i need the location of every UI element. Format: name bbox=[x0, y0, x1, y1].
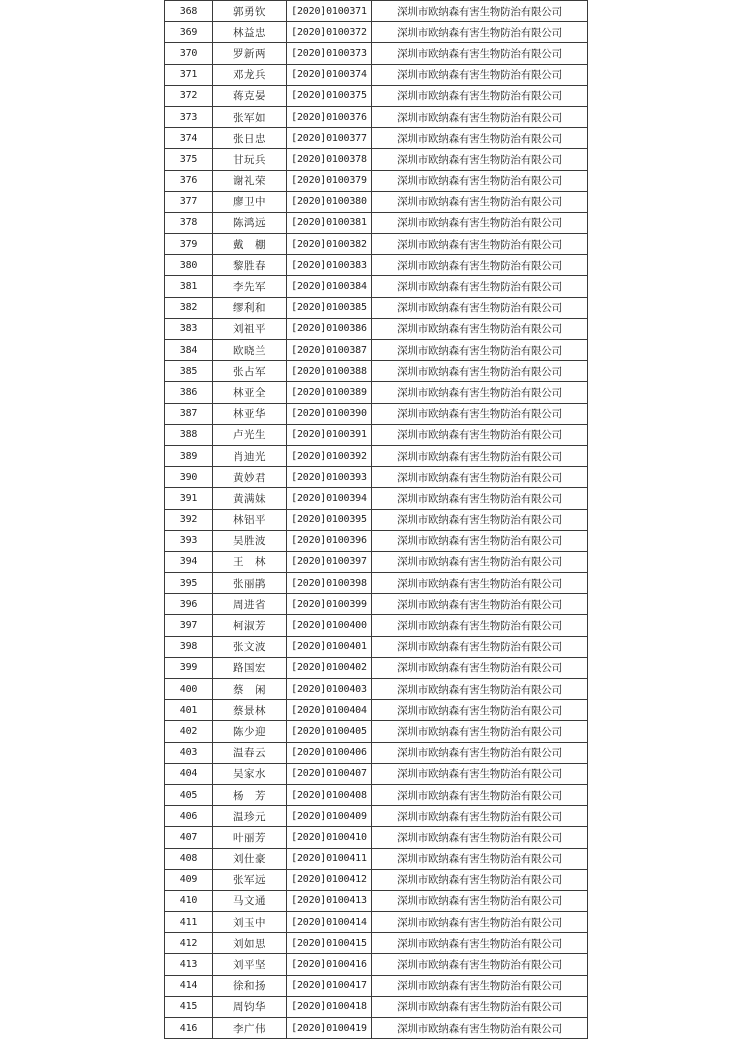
company-cell: 深圳市欧纳森有害生物防治有限公司 bbox=[372, 700, 588, 721]
name-cell: 林铝平 bbox=[213, 509, 287, 530]
company-cell: 深圳市欧纳森有害生物防治有限公司 bbox=[372, 636, 588, 657]
certificate-number-cell: [2020]0100406 bbox=[287, 742, 372, 763]
row-number-cell: 388 bbox=[165, 424, 213, 445]
company-cell: 深圳市欧纳森有害生物防治有限公司 bbox=[372, 869, 588, 890]
company-cell: 深圳市欧纳森有害生物防治有限公司 bbox=[372, 106, 588, 127]
company-cell: 深圳市欧纳森有害生物防治有限公司 bbox=[372, 551, 588, 572]
company-cell: 深圳市欧纳森有害生物防治有限公司 bbox=[372, 424, 588, 445]
table-row bbox=[165, 43, 588, 64]
company-cell: 深圳市欧纳森有害生物防治有限公司 bbox=[372, 1018, 588, 1039]
certificate-number-cell: [2020]0100371 bbox=[287, 1, 372, 22]
table-row bbox=[165, 954, 588, 975]
certificate-number-cell: [2020]0100413 bbox=[287, 890, 372, 911]
certificate-number-cell: [2020]0100376 bbox=[287, 106, 372, 127]
row-number-cell: 408 bbox=[165, 848, 213, 869]
row-number-cell: 410 bbox=[165, 890, 213, 911]
company-cell: 深圳市欧纳森有害生物防治有限公司 bbox=[372, 170, 588, 191]
company-cell: 深圳市欧纳森有害生物防治有限公司 bbox=[372, 22, 588, 43]
certificate-number-cell: [2020]0100374 bbox=[287, 64, 372, 85]
table-row bbox=[165, 848, 588, 869]
name-cell: 吴胜波 bbox=[213, 530, 287, 551]
certificate-number-cell: [2020]0100418 bbox=[287, 996, 372, 1017]
company-cell: 深圳市欧纳森有害生物防治有限公司 bbox=[372, 149, 588, 170]
table-row bbox=[165, 255, 588, 276]
company-cell: 深圳市欧纳森有害生物防治有限公司 bbox=[372, 340, 588, 361]
row-number-cell: 404 bbox=[165, 763, 213, 784]
row-number-cell: 401 bbox=[165, 700, 213, 721]
name-cell: 李先军 bbox=[213, 276, 287, 297]
table-row bbox=[165, 742, 588, 763]
row-number-cell: 381 bbox=[165, 276, 213, 297]
row-number-cell: 397 bbox=[165, 615, 213, 636]
table-row bbox=[165, 488, 588, 509]
name-cell: 罗新两 bbox=[213, 43, 287, 64]
company-cell: 深圳市欧纳森有害生物防治有限公司 bbox=[372, 64, 588, 85]
name-cell: 林亚全 bbox=[213, 382, 287, 403]
certificate-number-cell: [2020]0100396 bbox=[287, 530, 372, 551]
row-number-cell: 403 bbox=[165, 742, 213, 763]
certificate-number-cell: [2020]0100402 bbox=[287, 657, 372, 678]
name-cell: 邓龙兵 bbox=[213, 64, 287, 85]
certificate-number-cell: [2020]0100393 bbox=[287, 467, 372, 488]
name-cell: 张日忠 bbox=[213, 128, 287, 149]
name-cell: 张军远 bbox=[213, 869, 287, 890]
table-row bbox=[165, 191, 588, 212]
table-row bbox=[165, 382, 588, 403]
company-cell: 深圳市欧纳森有害生物防治有限公司 bbox=[372, 85, 588, 106]
certificate-number-cell: [2020]0100381 bbox=[287, 212, 372, 233]
row-number-cell: 383 bbox=[165, 318, 213, 339]
certificate-number-cell: [2020]0100399 bbox=[287, 594, 372, 615]
row-number-cell: 407 bbox=[165, 827, 213, 848]
name-cell: 卢光生 bbox=[213, 424, 287, 445]
table-row bbox=[165, 170, 588, 191]
name-cell: 张丽鹃 bbox=[213, 573, 287, 594]
company-cell: 深圳市欧纳森有害生物防治有限公司 bbox=[372, 890, 588, 911]
certificate-number-cell: [2020]0100407 bbox=[287, 763, 372, 784]
name-cell: 欧晓兰 bbox=[213, 340, 287, 361]
company-cell: 深圳市欧纳森有害生物防治有限公司 bbox=[372, 615, 588, 636]
company-cell: 深圳市欧纳森有害生物防治有限公司 bbox=[372, 996, 588, 1017]
company-cell: 深圳市欧纳森有害生物防治有限公司 bbox=[372, 679, 588, 700]
company-cell: 深圳市欧纳森有害生物防治有限公司 bbox=[372, 297, 588, 318]
certificate-number-cell: [2020]0100390 bbox=[287, 403, 372, 424]
table-row bbox=[165, 573, 588, 594]
row-number-cell: 405 bbox=[165, 784, 213, 805]
table-row bbox=[165, 657, 588, 678]
row-number-cell: 382 bbox=[165, 297, 213, 318]
name-cell: 缪利和 bbox=[213, 297, 287, 318]
name-cell: 柯淑芳 bbox=[213, 615, 287, 636]
certificate-number-cell: [2020]0100411 bbox=[287, 848, 372, 869]
name-cell: 林亚华 bbox=[213, 403, 287, 424]
name-cell: 蔡 闲 bbox=[213, 679, 287, 700]
name-cell: 谢礼荣 bbox=[213, 170, 287, 191]
table-row bbox=[165, 679, 588, 700]
row-number-cell: 412 bbox=[165, 933, 213, 954]
certificate-number-cell: [2020]0100389 bbox=[287, 382, 372, 403]
row-number-cell: 392 bbox=[165, 509, 213, 530]
name-cell: 陈鸿远 bbox=[213, 212, 287, 233]
certificate-number-cell: [2020]0100414 bbox=[287, 912, 372, 933]
table-row bbox=[165, 297, 588, 318]
table-row bbox=[165, 1018, 588, 1039]
certificate-number-cell: [2020]0100412 bbox=[287, 869, 372, 890]
table-row bbox=[165, 636, 588, 657]
row-number-cell: 402 bbox=[165, 721, 213, 742]
roster-table bbox=[164, 0, 588, 1039]
row-number-cell: 370 bbox=[165, 43, 213, 64]
certificate-number-cell: [2020]0100419 bbox=[287, 1018, 372, 1039]
row-number-cell: 399 bbox=[165, 657, 213, 678]
company-cell: 深圳市欧纳森有害生物防治有限公司 bbox=[372, 573, 588, 594]
certificate-number-cell: [2020]0100388 bbox=[287, 361, 372, 382]
row-number-cell: 415 bbox=[165, 996, 213, 1017]
row-number-cell: 371 bbox=[165, 64, 213, 85]
name-cell: 路国宏 bbox=[213, 657, 287, 678]
company-cell: 深圳市欧纳森有害生物防治有限公司 bbox=[372, 975, 588, 996]
certificate-number-cell: [2020]0100382 bbox=[287, 234, 372, 255]
company-cell: 深圳市欧纳森有害生物防治有限公司 bbox=[372, 912, 588, 933]
row-number-cell: 369 bbox=[165, 22, 213, 43]
table-row bbox=[165, 975, 588, 996]
certificate-number-cell: [2020]0100404 bbox=[287, 700, 372, 721]
table-row bbox=[165, 869, 588, 890]
table-row bbox=[165, 22, 588, 43]
row-number-cell: 394 bbox=[165, 551, 213, 572]
certificate-number-cell: [2020]0100417 bbox=[287, 975, 372, 996]
certificate-number-cell: [2020]0100403 bbox=[287, 679, 372, 700]
certificate-number-cell: [2020]0100416 bbox=[287, 954, 372, 975]
row-number-cell: 386 bbox=[165, 382, 213, 403]
certificate-number-cell: [2020]0100379 bbox=[287, 170, 372, 191]
table-row bbox=[165, 128, 588, 149]
name-cell: 廖卫中 bbox=[213, 191, 287, 212]
row-number-cell: 378 bbox=[165, 212, 213, 233]
name-cell: 王 林 bbox=[213, 551, 287, 572]
name-cell: 周进省 bbox=[213, 594, 287, 615]
table-row bbox=[165, 106, 588, 127]
table-row bbox=[165, 721, 588, 742]
name-cell: 刘平坚 bbox=[213, 954, 287, 975]
roster-body bbox=[165, 1, 588, 1039]
name-cell: 黎胜春 bbox=[213, 255, 287, 276]
row-number-cell: 391 bbox=[165, 488, 213, 509]
company-cell: 深圳市欧纳森有害生物防治有限公司 bbox=[372, 594, 588, 615]
name-cell: 张占军 bbox=[213, 361, 287, 382]
certificate-number-cell: [2020]0100410 bbox=[287, 827, 372, 848]
certificate-number-cell: [2020]0100401 bbox=[287, 636, 372, 657]
company-cell: 深圳市欧纳森有害生物防治有限公司 bbox=[372, 361, 588, 382]
table-row bbox=[165, 85, 588, 106]
row-number-cell: 389 bbox=[165, 445, 213, 466]
certificate-number-cell: [2020]0100409 bbox=[287, 806, 372, 827]
table-row bbox=[165, 530, 588, 551]
row-number-cell: 374 bbox=[165, 128, 213, 149]
table-row bbox=[165, 827, 588, 848]
certificate-number-cell: [2020]0100378 bbox=[287, 149, 372, 170]
table-row bbox=[165, 763, 588, 784]
name-cell: 马文通 bbox=[213, 890, 287, 911]
table-row bbox=[165, 1, 588, 22]
certificate-number-cell: [2020]0100387 bbox=[287, 340, 372, 361]
row-number-cell: 409 bbox=[165, 869, 213, 890]
name-cell: 叶丽芳 bbox=[213, 827, 287, 848]
certificate-number-cell: [2020]0100400 bbox=[287, 615, 372, 636]
table-row bbox=[165, 424, 588, 445]
company-cell: 深圳市欧纳森有害生物防治有限公司 bbox=[372, 933, 588, 954]
certificate-number-cell: [2020]0100375 bbox=[287, 85, 372, 106]
row-number-cell: 393 bbox=[165, 530, 213, 551]
table-row bbox=[165, 149, 588, 170]
certificate-number-cell: [2020]0100384 bbox=[287, 276, 372, 297]
table-row bbox=[165, 212, 588, 233]
row-number-cell: 375 bbox=[165, 149, 213, 170]
table-row bbox=[165, 64, 588, 85]
table-row bbox=[165, 445, 588, 466]
certificate-number-cell: [2020]0100373 bbox=[287, 43, 372, 64]
name-cell: 林益忠 bbox=[213, 22, 287, 43]
name-cell: 蔡景林 bbox=[213, 700, 287, 721]
company-cell: 深圳市欧纳森有害生物防治有限公司 bbox=[372, 848, 588, 869]
row-number-cell: 411 bbox=[165, 912, 213, 933]
name-cell: 徐和扬 bbox=[213, 975, 287, 996]
name-cell: 戴 棚 bbox=[213, 234, 287, 255]
row-number-cell: 377 bbox=[165, 191, 213, 212]
certificate-number-cell: [2020]0100377 bbox=[287, 128, 372, 149]
table-row bbox=[165, 509, 588, 530]
company-cell: 深圳市欧纳森有害生物防治有限公司 bbox=[372, 128, 588, 149]
row-number-cell: 396 bbox=[165, 594, 213, 615]
company-cell: 深圳市欧纳森有害生物防治有限公司 bbox=[372, 403, 588, 424]
table-row bbox=[165, 890, 588, 911]
certificate-number-cell: [2020]0100415 bbox=[287, 933, 372, 954]
company-cell: 深圳市欧纳森有害生物防治有限公司 bbox=[372, 742, 588, 763]
name-cell: 张军如 bbox=[213, 106, 287, 127]
name-cell: 温春云 bbox=[213, 742, 287, 763]
certificate-number-cell: [2020]0100392 bbox=[287, 445, 372, 466]
row-number-cell: 413 bbox=[165, 954, 213, 975]
company-cell: 深圳市欧纳森有害生物防治有限公司 bbox=[372, 212, 588, 233]
name-cell: 刘如思 bbox=[213, 933, 287, 954]
table-row bbox=[165, 806, 588, 827]
certificate-number-cell: [2020]0100408 bbox=[287, 784, 372, 805]
certificate-number-cell: [2020]0100391 bbox=[287, 424, 372, 445]
certificate-number-cell: [2020]0100398 bbox=[287, 573, 372, 594]
certificate-number-cell: [2020]0100397 bbox=[287, 551, 372, 572]
table-row bbox=[165, 700, 588, 721]
certificate-number-cell: [2020]0100386 bbox=[287, 318, 372, 339]
table-row bbox=[165, 340, 588, 361]
company-cell: 深圳市欧纳森有害生物防治有限公司 bbox=[372, 509, 588, 530]
name-cell: 陈少迎 bbox=[213, 721, 287, 742]
company-cell: 深圳市欧纳森有害生物防治有限公司 bbox=[372, 954, 588, 975]
name-cell: 肖迪光 bbox=[213, 445, 287, 466]
row-number-cell: 376 bbox=[165, 170, 213, 191]
company-cell: 深圳市欧纳森有害生物防治有限公司 bbox=[372, 43, 588, 64]
table-row bbox=[165, 933, 588, 954]
certificate-number-cell: [2020]0100395 bbox=[287, 509, 372, 530]
company-cell: 深圳市欧纳森有害生物防治有限公司 bbox=[372, 784, 588, 805]
table-row bbox=[165, 467, 588, 488]
name-cell: 温珍元 bbox=[213, 806, 287, 827]
certificate-number-cell: [2020]0100394 bbox=[287, 488, 372, 509]
company-cell: 深圳市欧纳森有害生物防治有限公司 bbox=[372, 255, 588, 276]
name-cell: 蒋克晏 bbox=[213, 85, 287, 106]
certificate-number-cell: [2020]0100372 bbox=[287, 22, 372, 43]
company-cell: 深圳市欧纳森有害生物防治有限公司 bbox=[372, 382, 588, 403]
row-number-cell: 372 bbox=[165, 85, 213, 106]
name-cell: 刘玉中 bbox=[213, 912, 287, 933]
company-cell: 深圳市欧纳森有害生物防治有限公司 bbox=[372, 191, 588, 212]
name-cell: 李广伟 bbox=[213, 1018, 287, 1039]
name-cell: 吴家水 bbox=[213, 763, 287, 784]
row-number-cell: 368 bbox=[165, 1, 213, 22]
table-row bbox=[165, 594, 588, 615]
company-cell: 深圳市欧纳森有害生物防治有限公司 bbox=[372, 657, 588, 678]
name-cell: 黄满妹 bbox=[213, 488, 287, 509]
row-number-cell: 390 bbox=[165, 467, 213, 488]
table-row bbox=[165, 551, 588, 572]
table-row bbox=[165, 403, 588, 424]
row-number-cell: 398 bbox=[165, 636, 213, 657]
row-number-cell: 395 bbox=[165, 573, 213, 594]
roster-sheet bbox=[164, 0, 587, 1039]
company-cell: 深圳市欧纳森有害生物防治有限公司 bbox=[372, 276, 588, 297]
certificate-number-cell: [2020]0100380 bbox=[287, 191, 372, 212]
row-number-cell: 384 bbox=[165, 340, 213, 361]
row-number-cell: 416 bbox=[165, 1018, 213, 1039]
certificate-number-cell: [2020]0100405 bbox=[287, 721, 372, 742]
row-number-cell: 373 bbox=[165, 106, 213, 127]
company-cell: 深圳市欧纳森有害生物防治有限公司 bbox=[372, 721, 588, 742]
row-number-cell: 406 bbox=[165, 806, 213, 827]
row-number-cell: 379 bbox=[165, 234, 213, 255]
company-cell: 深圳市欧纳森有害生物防治有限公司 bbox=[372, 318, 588, 339]
name-cell: 甘玩兵 bbox=[213, 149, 287, 170]
certificate-number-cell: [2020]0100385 bbox=[287, 297, 372, 318]
table-row bbox=[165, 234, 588, 255]
row-number-cell: 387 bbox=[165, 403, 213, 424]
company-cell: 深圳市欧纳森有害生物防治有限公司 bbox=[372, 530, 588, 551]
company-cell: 深圳市欧纳森有害生物防治有限公司 bbox=[372, 234, 588, 255]
name-cell: 刘祖平 bbox=[213, 318, 287, 339]
company-cell: 深圳市欧纳森有害生物防治有限公司 bbox=[372, 1, 588, 22]
name-cell: 黄妙君 bbox=[213, 467, 287, 488]
name-cell: 郭勇钦 bbox=[213, 1, 287, 22]
table-row bbox=[165, 361, 588, 382]
company-cell: 深圳市欧纳森有害生物防治有限公司 bbox=[372, 445, 588, 466]
name-cell: 杨 芳 bbox=[213, 784, 287, 805]
certificate-number-cell: [2020]0100383 bbox=[287, 255, 372, 276]
row-number-cell: 385 bbox=[165, 361, 213, 382]
row-number-cell: 400 bbox=[165, 679, 213, 700]
table-row bbox=[165, 912, 588, 933]
name-cell: 刘仕豪 bbox=[213, 848, 287, 869]
table-row bbox=[165, 615, 588, 636]
table-row bbox=[165, 784, 588, 805]
name-cell: 张文波 bbox=[213, 636, 287, 657]
table-row bbox=[165, 996, 588, 1017]
row-number-cell: 380 bbox=[165, 255, 213, 276]
table-row bbox=[165, 276, 588, 297]
row-number-cell: 414 bbox=[165, 975, 213, 996]
name-cell: 周钧华 bbox=[213, 996, 287, 1017]
company-cell: 深圳市欧纳森有害生物防治有限公司 bbox=[372, 763, 588, 784]
company-cell: 深圳市欧纳森有害生物防治有限公司 bbox=[372, 467, 588, 488]
company-cell: 深圳市欧纳森有害生物防治有限公司 bbox=[372, 488, 588, 509]
company-cell: 深圳市欧纳森有害生物防治有限公司 bbox=[372, 806, 588, 827]
table-row bbox=[165, 318, 588, 339]
company-cell: 深圳市欧纳森有害生物防治有限公司 bbox=[372, 827, 588, 848]
